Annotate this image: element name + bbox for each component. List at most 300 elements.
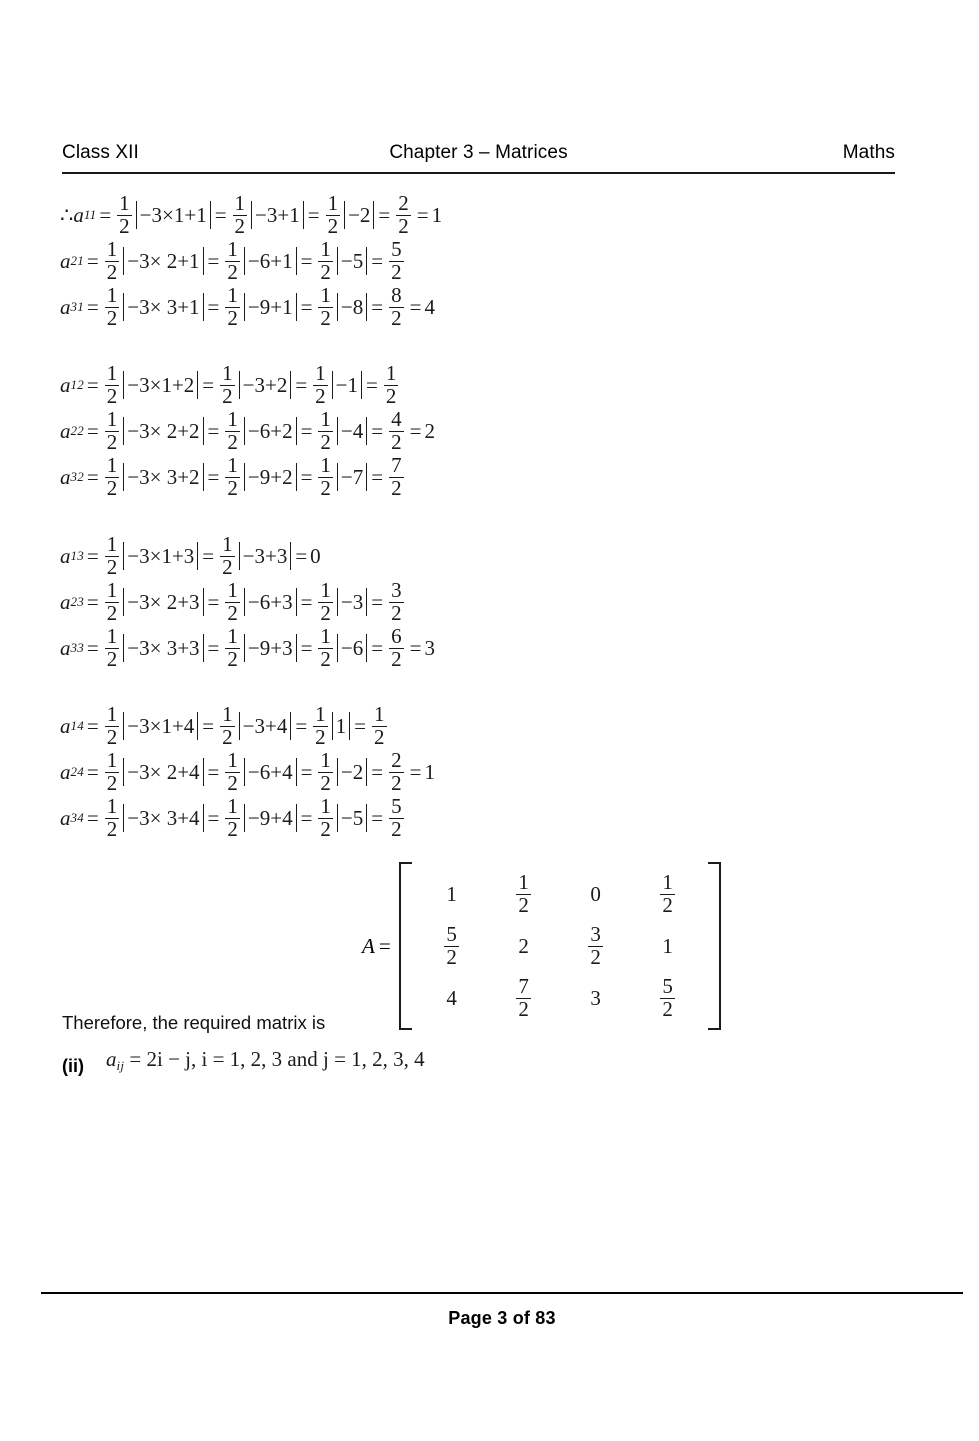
absolute-value-expression-1: −3× 2+4 [123,758,203,786]
equals-sign-1: = [86,294,99,319]
equals-sign-1: = [86,248,99,273]
absolute-value-expression-1: −3× 2+1 [123,247,203,275]
absolute-value-expression-3: −6 [337,634,367,662]
formula-variable: a [106,1047,117,1071]
fraction-denominator: 2 [320,475,331,500]
result-fraction [389,580,404,624]
matrix-row [416,920,704,972]
equals-sign-1: = [86,464,99,489]
coefficient-fraction-2 [225,285,240,329]
absolute-value-expression-1: −3× 3+4 [123,804,203,832]
equals-sign-4: = [371,589,384,614]
fraction-numerator: 3 [590,922,601,947]
equation-variable: a [60,294,71,319]
absolute-value-expression-1: −3×1+3 [123,542,198,570]
fraction-numerator: 1 [106,794,118,819]
equals-sign-4: = [371,294,384,319]
fraction-numerator: 1 [374,702,385,727]
equation-subscript: 11 [83,207,97,222]
equals-sign-3: = [300,759,313,784]
fraction-numerator: 8 [391,283,402,308]
fraction-numerator: 1 [106,453,118,478]
coefficient-fraction-3 [318,750,333,794]
equals-sign-4: = [371,248,384,273]
equation-a14 [60,703,435,749]
absolute-value-expression-1: −3× 3+3 [123,634,203,662]
fraction-numerator: 1 [385,361,397,386]
equation-variable: a [60,418,71,443]
absolute-value-expression-1: −3×1+4 [123,712,198,740]
matrix-cell [416,882,488,907]
equation-subscript: 22 [70,423,84,438]
fraction-numerator: 1 [320,578,331,603]
fraction-numerator: 1 [315,361,326,386]
fraction-denominator: 2 [119,213,130,238]
matrix-cell [488,872,560,916]
absolute-value-expression-3: −5 [337,247,367,275]
equals-sign-3: = [307,202,320,227]
fraction-denominator: 2 [227,600,238,625]
equals-sign-1: = [86,418,99,443]
equation-a34 [60,795,435,841]
page-number-text: Page 3 of 83 [448,1308,556,1328]
fraction-denominator: 2 [227,770,238,795]
fraction-numerator: 7 [518,974,529,999]
coefficient-fraction-1 [105,796,120,840]
header-chapter-title: Chapter 3 – Matrices [389,142,568,163]
result-fraction [389,626,404,670]
fraction-numerator: 6 [391,624,402,649]
equals-sign-3: = [295,713,308,738]
fraction-numerator: 1 [227,407,238,432]
fraction-denominator: 2 [391,259,402,284]
equals-sign-3: = [300,418,313,443]
coefficient-fraction-3 [313,704,328,748]
coefficient-fraction-1 [105,363,120,407]
equals-sign-2: = [207,759,220,784]
therefore-symbol: ∴ [60,202,74,227]
fraction-numerator: 1 [518,870,529,895]
matrix-cell [416,986,488,1011]
matrix-label: A [362,933,375,958]
equals-sign-2: = [207,294,220,319]
coefficient-fraction-1 [105,239,120,283]
absolute-value-expression-3: −3 [337,588,367,616]
equation-a24 [60,749,435,795]
equation-a11 [60,192,442,238]
matrix-cell [632,934,704,959]
equals-sign-4: = [366,372,378,397]
equals-sign-2: = [207,464,220,489]
fraction-numerator: 1 [106,361,118,386]
absolute-value-expression-2: −3+1 [251,201,304,229]
fraction-numerator: 5 [391,237,402,262]
fraction-numerator: 1 [227,578,238,603]
matrix-cell-fraction [660,976,675,1020]
fraction-denominator: 2 [106,475,118,500]
fraction-denominator: 2 [315,724,326,749]
absolute-value-expression-2: −9+4 [244,804,297,832]
equals-sign-5: = [409,759,422,784]
equation-variable: a [60,464,71,489]
equals-sign-1: = [86,759,99,784]
fraction-numerator: 1 [106,624,118,649]
fraction-numerator: 1 [327,191,339,216]
fraction-denominator: 2 [227,646,238,671]
matrix-cell [560,924,632,968]
matrix-cell [560,882,632,907]
matrix-cell-value: 1 [662,933,673,958]
matrix-cell-value: 2 [518,933,529,958]
result-fraction [396,193,411,237]
coefficient-fraction-2 [225,750,240,794]
fraction-denominator: 2 [320,305,331,330]
fraction-numerator: 1 [227,748,238,773]
matrix-row [416,868,704,920]
fraction-denominator: 2 [391,305,402,330]
absolute-value-expression-1: −3×1+2 [123,371,198,399]
therefore-statement: Therefore, the required matrix is [62,1012,326,1033]
fraction-numerator: 1 [320,407,331,432]
equals-sign-3: = [300,589,313,614]
fraction-denominator: 2 [327,213,339,238]
matrix-cell-value: 4 [446,985,457,1010]
equals-sign-1: = [86,805,99,830]
fraction-denominator: 2 [374,724,385,749]
equation-variable: a [60,248,71,273]
equals-sign-1: = [86,372,99,397]
absolute-value-expression-3: −2 [337,758,367,786]
formula-subscript: ij [116,1057,125,1073]
equation-block-column-2 [60,362,435,500]
absolute-value-expression-2: −6+4 [244,758,297,786]
coefficient-fraction-1 [105,750,120,794]
coefficient-fraction-1 [105,580,120,624]
fraction-numerator: 1 [222,361,233,386]
absolute-value-expression-3: −4 [337,417,367,445]
fraction-numerator: 1 [320,794,331,819]
equals-sign-5: = [409,418,422,443]
coefficient-fraction-2 [225,409,240,453]
fraction-numerator: 1 [320,624,331,649]
equation-subscript: 13 [70,548,84,563]
equals-sign-2: = [207,635,220,660]
fraction-denominator: 2 [106,305,118,330]
fraction-denominator: 2 [106,429,118,454]
fraction-denominator: 2 [320,770,331,795]
fraction-denominator: 2 [590,944,601,969]
coefficient-fraction-1 [105,455,120,499]
fraction-numerator: 1 [320,237,331,262]
matrix-cell-fraction [516,976,531,1020]
equals-sign-4: = [371,635,384,660]
matrix-cell-value: 0 [590,881,601,906]
fraction-numerator: 1 [222,532,233,557]
equals-sign-2: = [207,589,220,614]
equals-sign-1: = [86,543,99,568]
absolute-value-expression-2: −6+3 [244,588,297,616]
result-fraction [389,409,404,453]
equals-sign-3: = [300,635,313,660]
equation-block-column-4 [60,703,435,841]
equals-sign-4: = [371,759,384,784]
coefficient-fraction-2 [225,796,240,840]
equals-sign-2: = [214,202,227,227]
final-value: 3 [424,635,435,660]
absolute-value-expression-2: −3+2 [239,371,292,399]
coefficient-fraction-2 [225,626,240,670]
fraction-numerator: 1 [106,532,118,557]
absolute-value-expression-3: −1 [332,371,362,399]
equals-sign-3: = [300,464,313,489]
fraction-denominator: 2 [391,475,402,500]
absolute-value-expression-2: −9+3 [244,634,297,662]
fraction-denominator: 2 [391,600,402,625]
absolute-value-expression-1: −3× 2+3 [123,588,203,616]
fraction-denominator: 2 [227,429,238,454]
fraction-numerator: 1 [227,237,238,262]
equation-block-column-3 [60,533,435,671]
result-fraction [384,363,399,407]
fraction-denominator: 2 [227,305,238,330]
fraction-numerator: 4 [391,407,402,432]
fraction-numerator: 1 [320,453,331,478]
final-value: 1 [424,759,435,784]
coefficient-fraction-3 [318,626,333,670]
fraction-numerator: 1 [234,191,246,216]
fraction-numerator: 2 [398,191,409,216]
result-fraction [389,750,404,794]
header-class-label: Class XII [62,142,139,163]
equation-a31 [60,284,442,330]
fraction-numerator: 1 [106,237,118,262]
coefficient-fraction-2 [225,455,240,499]
result-fraction [372,704,387,748]
equation-a33 [60,625,435,671]
fraction-denominator: 2 [385,383,397,408]
matrix-cell [560,986,632,1011]
equals-sign-3: = [300,294,313,319]
coefficient-fraction-1 [105,285,120,329]
equals-sign-2: = [202,713,215,738]
absolute-value-expression-2: −3+3 [239,542,292,570]
fraction-denominator: 2 [320,816,331,841]
equals-sign-5: = [409,294,422,319]
matrix-a-display [362,862,721,1030]
fraction-numerator: 1 [227,453,238,478]
fraction-numerator: 5 [391,794,402,819]
matrix-body [412,862,708,1030]
fraction-denominator: 2 [106,600,118,625]
absolute-value-expression-2: −9+1 [244,293,297,321]
coefficient-fraction-2 [225,239,240,283]
equation-subscript: 31 [70,299,84,314]
equation-block-column-1 [60,192,442,330]
fraction-denominator: 2 [662,996,673,1021]
page-header [62,142,895,174]
fraction-denominator: 2 [227,475,238,500]
absolute-value-expression-1: −3× 3+2 [123,463,203,491]
equation-variable: a [60,635,71,660]
fraction-denominator: 2 [106,383,118,408]
fraction-denominator: 2 [446,944,457,969]
coefficient-fraction-3 [318,409,333,453]
equals-sign-3: = [300,805,313,830]
fraction-denominator: 2 [106,770,118,795]
matrix-row [416,972,704,1024]
matrix-cell [632,976,704,1020]
fraction-denominator: 2 [391,770,402,795]
equals-sign-4: = [354,713,367,738]
fraction-denominator: 2 [391,816,402,841]
absolute-value-expression-1: −3× 2+2 [123,417,203,445]
equation-subscript: 23 [70,594,84,609]
equation-subscript: 14 [70,718,84,733]
fraction-numerator: 1 [106,748,118,773]
fraction-denominator: 2 [106,816,118,841]
fraction-numerator: 1 [106,283,118,308]
equation-variable: a [60,759,71,784]
coefficient-fraction-1 [105,626,120,670]
equation-subscript: 33 [70,640,84,655]
matrix-cell [488,976,560,1020]
equation-subscript: 12 [70,377,84,392]
fraction-denominator: 2 [320,600,331,625]
fraction-numerator: 1 [106,702,118,727]
equation-variable: a [60,713,71,738]
result-fraction [389,455,404,499]
fraction-denominator: 2 [315,383,326,408]
fraction-denominator: 2 [391,429,402,454]
fraction-denominator: 2 [222,554,233,579]
equals-sign-4: = [378,202,391,227]
equals-sign-2: = [207,418,220,443]
fraction-denominator: 2 [518,996,529,1021]
coefficient-fraction-1 [105,534,120,578]
absolute-value-expression-1: −3× 3+1 [123,293,203,321]
equation-variable: a [60,543,71,568]
matrix-cell-fraction [444,924,459,968]
fraction-numerator: 1 [320,283,331,308]
equals-sign-4: = [371,418,384,443]
fraction-numerator: 1 [227,624,238,649]
equation-variable: a [60,805,71,830]
fraction-numerator: 1 [320,748,331,773]
coefficient-fraction-3 [318,455,333,499]
absolute-value-expression-3: −5 [337,804,367,832]
equation-a23 [60,579,435,625]
fraction-denominator: 2 [398,213,409,238]
result-fraction [389,285,404,329]
coefficient-fraction-1 [105,704,120,748]
matrix-cell-value: 1 [446,881,457,906]
fraction-numerator: 3 [391,578,402,603]
formula-body: = 2i − j, i = 1, 2, 3 and j = 1, 2, 3, 4 [129,1047,425,1071]
coefficient-fraction-2 [220,704,235,748]
equation-variable: a [60,372,71,397]
equation-a12 [60,362,435,408]
equation-a13 [60,533,435,579]
absolute-value-expression-3: −8 [337,293,367,321]
fraction-denominator: 2 [391,646,402,671]
coefficient-fraction-2 [233,193,248,237]
matrix-equals-sign: = [378,933,391,958]
final-value: 1 [431,202,443,227]
matrix-cell-fraction [660,872,675,916]
equation-a21 [60,238,442,284]
fraction-numerator: 1 [222,702,233,727]
equation-subscript: 32 [70,469,84,484]
equals-sign-1: = [86,635,99,660]
item-ii-label: (ii) [62,1056,84,1076]
fraction-numerator: 1 [106,578,118,603]
absolute-value-expression-3: 1 [332,712,351,740]
coefficient-fraction-1 [117,193,132,237]
equals-sign-5: = [416,202,429,227]
fraction-numerator: 7 [391,453,402,478]
equation-variable: a [60,589,71,614]
result-fraction [389,796,404,840]
fraction-numerator: 1 [119,191,130,216]
item-ii [62,1047,425,1080]
equation-a32 [60,454,435,500]
matrix-cell [488,934,560,959]
absolute-value-expression-2: −9+2 [244,463,297,491]
fraction-numerator: 5 [446,922,457,947]
fraction-denominator: 2 [234,213,246,238]
fraction-numerator: 1 [227,794,238,819]
equation-subscript: 24 [70,764,84,779]
matrix-right-bracket [708,862,721,1030]
absolute-value-expression-3: −7 [337,463,367,491]
fraction-denominator: 2 [320,259,331,284]
equation-variable: a [73,202,84,227]
equals-sign-3: = [295,372,308,397]
coefficient-fraction-2 [220,534,235,578]
fraction-denominator: 2 [106,554,118,579]
result-fraction [389,239,404,283]
absolute-value-expression-2: −3+4 [239,712,292,740]
equation-subscript: 21 [70,253,84,268]
equals-sign-4: = [371,805,384,830]
coefficient-fraction-3 [318,796,333,840]
equals-sign-2: = [202,543,215,568]
fraction-denominator: 2 [222,724,233,749]
fraction-numerator: 1 [106,407,118,432]
matrix-cell-fraction [516,872,531,916]
fraction-denominator: 2 [222,383,233,408]
fraction-denominator: 2 [662,892,673,917]
fraction-numerator: 2 [391,748,402,773]
matrix-cell [416,924,488,968]
equals-sign-1: = [99,202,112,227]
matrix-left-bracket [399,862,412,1030]
final-value: 2 [424,418,435,443]
equals-sign-1: = [86,713,99,738]
fraction-numerator: 1 [662,870,673,895]
coefficient-fraction-3 [318,580,333,624]
equals-sign-2: = [207,248,220,273]
fraction-numerator: 1 [315,702,326,727]
coefficient-fraction-3 [326,193,341,237]
coefficient-fraction-2 [220,363,235,407]
equation-subscript: 34 [70,810,84,825]
coefficient-fraction-3 [313,363,328,407]
fraction-denominator: 2 [106,724,118,749]
equals-sign-1: = [86,589,99,614]
fraction-denominator: 2 [227,816,238,841]
page-footer [41,1292,963,1329]
